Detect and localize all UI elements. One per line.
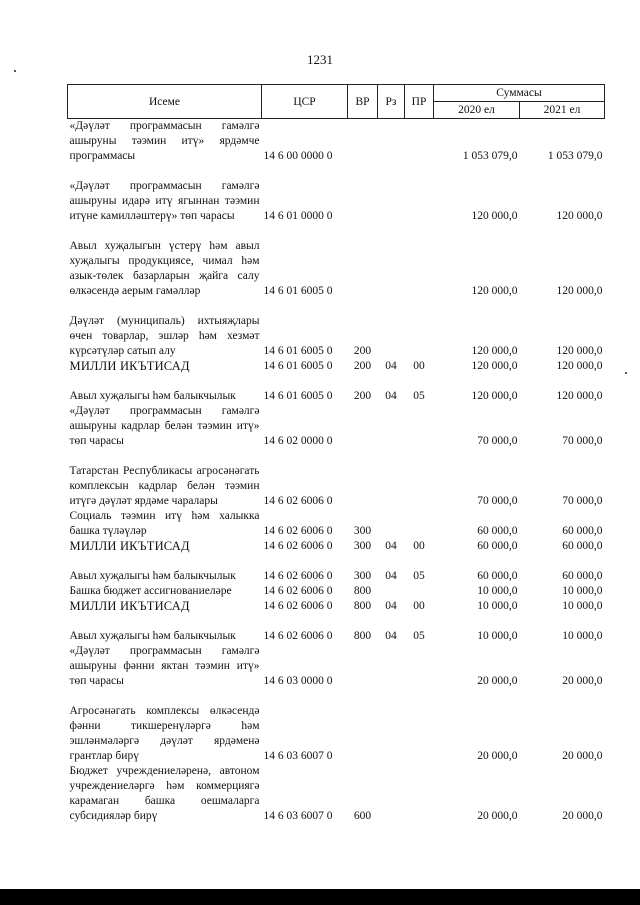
row-csr: 14 6 02 6006 0 <box>263 585 333 597</box>
header-pr: ПР <box>405 85 434 119</box>
row-name: МИЛЛИ ИКЪТИСАД <box>69 539 190 553</box>
row-amount-2021: 10 000,0 <box>562 630 603 642</box>
row-amount-2021: 120 000,0 <box>556 210 603 222</box>
row-vr <box>348 689 378 764</box>
row-pr: 00 <box>413 600 425 612</box>
row-name: «Дәүләт программасын гамәлгә ашыруны кадрлар белән тәэмин итү» төп чарасы <box>69 405 260 447</box>
row-csr: 14 6 01 6005 0 <box>263 390 333 402</box>
row-vr: 800 <box>353 585 372 597</box>
row-csr: 14 6 00 0000 0 <box>263 150 333 162</box>
table-row <box>68 164 605 224</box>
table-row <box>68 644 605 689</box>
row-vr: 200 <box>353 345 372 357</box>
table-row <box>68 509 605 539</box>
row-rz <box>378 689 405 764</box>
row-rz: 04 <box>385 600 397 612</box>
row-csr: 14 6 03 6007 0 <box>263 750 333 762</box>
table-row <box>68 689 605 764</box>
row-amount-2021: 20 000,0 <box>562 750 603 762</box>
row-amount-2021: 20 000,0 <box>562 675 603 687</box>
table-row <box>68 584 605 599</box>
row-name: Авыл хуҗалыгы һәм балыкчылык <box>69 390 236 402</box>
row-rz: 04 <box>385 570 397 582</box>
table-row <box>68 119 605 165</box>
header-name: Исеме <box>68 85 262 119</box>
row-vr: 300 <box>353 525 372 537</box>
row-name: Авыл хуҗалыгы һәм балыкчылык <box>69 570 236 582</box>
table-body <box>68 119 605 825</box>
row-rz <box>378 224 405 299</box>
budget-table <box>67 84 605 824</box>
row-amount-2020: 120 000,0 <box>471 390 518 402</box>
row-amount-2020: 20 000,0 <box>477 810 518 822</box>
row-pr <box>405 224 434 299</box>
row-pr <box>405 509 434 539</box>
row-amount-2021: 10 000,0 <box>562 585 603 597</box>
row-vr: 600 <box>353 810 372 822</box>
row-pr: 00 <box>413 360 425 372</box>
row-name: Башка бюджет ассигнованиеләре <box>69 585 232 597</box>
row-pr <box>405 404 434 449</box>
row-vr <box>348 119 378 165</box>
row-name: «Дәүләт программасын гамәлгә ашыруны тәэмин итү» ярдәмче программасы <box>69 120 260 162</box>
row-pr: 00 <box>413 540 425 552</box>
row-amount-2021: 60 000,0 <box>562 525 603 537</box>
header-rz: Рз <box>378 85 405 119</box>
row-amount-2020: 10 000,0 <box>477 600 518 612</box>
row-amount-2020: 70 000,0 <box>477 435 518 447</box>
header-year-2020: 2020 ел <box>434 102 520 119</box>
header-vr: ВР <box>348 85 378 119</box>
row-rz <box>378 404 405 449</box>
row-csr: 14 6 03 6007 0 <box>263 810 333 822</box>
row-pr <box>405 584 434 599</box>
row-csr: 14 6 02 6006 0 <box>263 495 333 507</box>
scan-artifact <box>625 372 627 374</box>
row-amount-2020: 120 000,0 <box>471 360 518 372</box>
row-csr: 14 6 01 6005 0 <box>263 360 333 372</box>
table-row <box>68 614 605 644</box>
row-name: «Дәүләт программасын гамәлгә ашыруны идарә итү ягыннан тәэмин итүне камилләштерү» төп чарасы <box>69 180 260 222</box>
row-csr: 14 6 02 6006 0 <box>263 600 333 612</box>
row-amount-2021: 60 000,0 <box>562 540 603 552</box>
row-name: Социаль тәэмин итү һәм халыкка башка түләүләр <box>69 510 260 537</box>
row-rz: 04 <box>385 540 397 552</box>
row-name: Дәүләт (муниципаль) ихтыяҗлары өчен товарлар, эшләр һәм хезмәт күрсәтүләр сатып алу <box>69 315 260 357</box>
header-csr: ЦСР <box>262 85 348 119</box>
table-row <box>68 404 605 449</box>
row-vr: 300 <box>353 570 372 582</box>
row-rz: 04 <box>385 390 397 402</box>
row-rz: 04 <box>385 360 397 372</box>
row-vr <box>348 404 378 449</box>
row-csr: 14 6 01 6005 0 <box>263 345 333 357</box>
row-rz <box>378 584 405 599</box>
row-rz <box>378 644 405 689</box>
row-vr: 300 <box>353 540 372 552</box>
row-vr: 800 <box>353 600 372 612</box>
row-pr: 05 <box>413 630 425 642</box>
row-pr <box>405 689 434 764</box>
row-amount-2021: 120 000,0 <box>556 285 603 297</box>
row-amount-2020: 120 000,0 <box>471 345 518 357</box>
row-csr: 14 6 02 0000 0 <box>263 435 333 447</box>
row-amount-2020: 70 000,0 <box>477 495 518 507</box>
row-amount-2021: 120 000,0 <box>556 360 603 372</box>
header-sums: Суммасы <box>434 85 605 102</box>
table-row <box>68 554 605 584</box>
table-row <box>68 359 605 374</box>
table-row <box>68 224 605 299</box>
row-csr: 14 6 02 6006 0 <box>263 630 333 642</box>
row-amount-2020: 60 000,0 <box>477 570 518 582</box>
row-amount-2021: 60 000,0 <box>562 570 603 582</box>
row-vr: 800 <box>353 630 372 642</box>
row-amount-2020: 120 000,0 <box>471 210 518 222</box>
row-name: МИЛЛИ ИКЪТИСАД <box>69 359 190 373</box>
row-pr: 05 <box>413 570 425 582</box>
row-pr <box>405 119 434 165</box>
row-rz <box>378 449 405 509</box>
row-amount-2020: 10 000,0 <box>477 630 518 642</box>
row-csr: 14 6 01 6005 0 <box>263 285 333 297</box>
row-amount-2021: 70 000,0 <box>562 435 603 447</box>
row-rz <box>378 119 405 165</box>
row-rz: 04 <box>385 630 397 642</box>
table-row <box>68 539 605 554</box>
row-amount-2021: 1 053 079,0 <box>547 150 603 162</box>
row-amount-2020: 60 000,0 <box>477 540 518 552</box>
row-csr: 14 6 02 6006 0 <box>263 570 333 582</box>
page-number: 1231 <box>307 52 333 67</box>
row-rz <box>378 164 405 224</box>
row-vr: 200 <box>353 360 372 372</box>
row-pr: 05 <box>413 390 425 402</box>
row-rz <box>378 299 405 359</box>
row-csr: 14 6 01 0000 0 <box>263 210 333 222</box>
row-amount-2020: 60 000,0 <box>477 525 518 537</box>
row-name: Агросәнәгать комплексы өлкәсендә фәнни тикшеренүләргә һәм эшләнмәләргә дәүләт ярдәменә грантлар бирү <box>69 705 260 762</box>
row-amount-2021: 10 000,0 <box>562 600 603 612</box>
table-row <box>68 599 605 614</box>
row-name: Авыл хуҗалыгын үстерү һәм авыл хуҗалыгы продукциясе, чимал һәм азык-төлек базарларын җайга салу өлкәсендә аерым гамәлләр <box>69 240 260 297</box>
row-vr <box>348 164 378 224</box>
scan-artifact <box>14 70 16 72</box>
row-csr: 14 6 02 6006 0 <box>263 540 333 552</box>
row-name: Бюджет учреждениеләренә, автоном учреждениеләргә һәм коммерциягә карамаган башка оешмаларга субсидияләр бирү <box>69 765 260 822</box>
table-row <box>68 374 605 404</box>
row-pr <box>405 164 434 224</box>
row-rz <box>378 509 405 539</box>
row-pr <box>405 299 434 359</box>
row-vr <box>348 224 378 299</box>
header-year-2021: 2021 ел <box>520 102 605 119</box>
row-amount-2021: 120 000,0 <box>556 390 603 402</box>
table-header <box>68 85 605 119</box>
row-name: МИЛЛИ ИКЪТИСАД <box>69 599 190 613</box>
row-amount-2020: 20 000,0 <box>477 675 518 687</box>
table-row <box>68 764 605 824</box>
row-vr <box>348 644 378 689</box>
row-amount-2020: 20 000,0 <box>477 750 518 762</box>
row-rz <box>378 764 405 824</box>
row-csr: 14 6 03 0000 0 <box>263 675 333 687</box>
row-amount-2020: 120 000,0 <box>471 285 518 297</box>
row-vr <box>348 449 378 509</box>
row-amount-2021: 120 000,0 <box>556 345 603 357</box>
row-amount-2021: 70 000,0 <box>562 495 603 507</box>
row-amount-2020: 10 000,0 <box>477 585 518 597</box>
row-pr <box>405 644 434 689</box>
row-amount-2021: 20 000,0 <box>562 810 603 822</box>
row-vr: 200 <box>353 390 372 402</box>
row-pr <box>405 449 434 509</box>
row-amount-2020: 1 053 079,0 <box>462 150 518 162</box>
row-name: «Дәүләт программасын гамәлгә ашыруны фәнни яктан тәэмин итү» төп чарасы <box>69 645 260 687</box>
table-row <box>68 449 605 509</box>
row-name: Татарстан Республикасы агросәнәгать комплексын кадрлар белән тәэмин итүгә дәүләт ярдәме чаралары <box>69 465 260 507</box>
row-pr <box>405 764 434 824</box>
scan-border <box>0 889 640 905</box>
table-row <box>68 299 605 359</box>
row-csr: 14 6 02 6006 0 <box>263 525 333 537</box>
row-name: Авыл хуҗалыгы һәм балыкчылык <box>69 630 236 642</box>
